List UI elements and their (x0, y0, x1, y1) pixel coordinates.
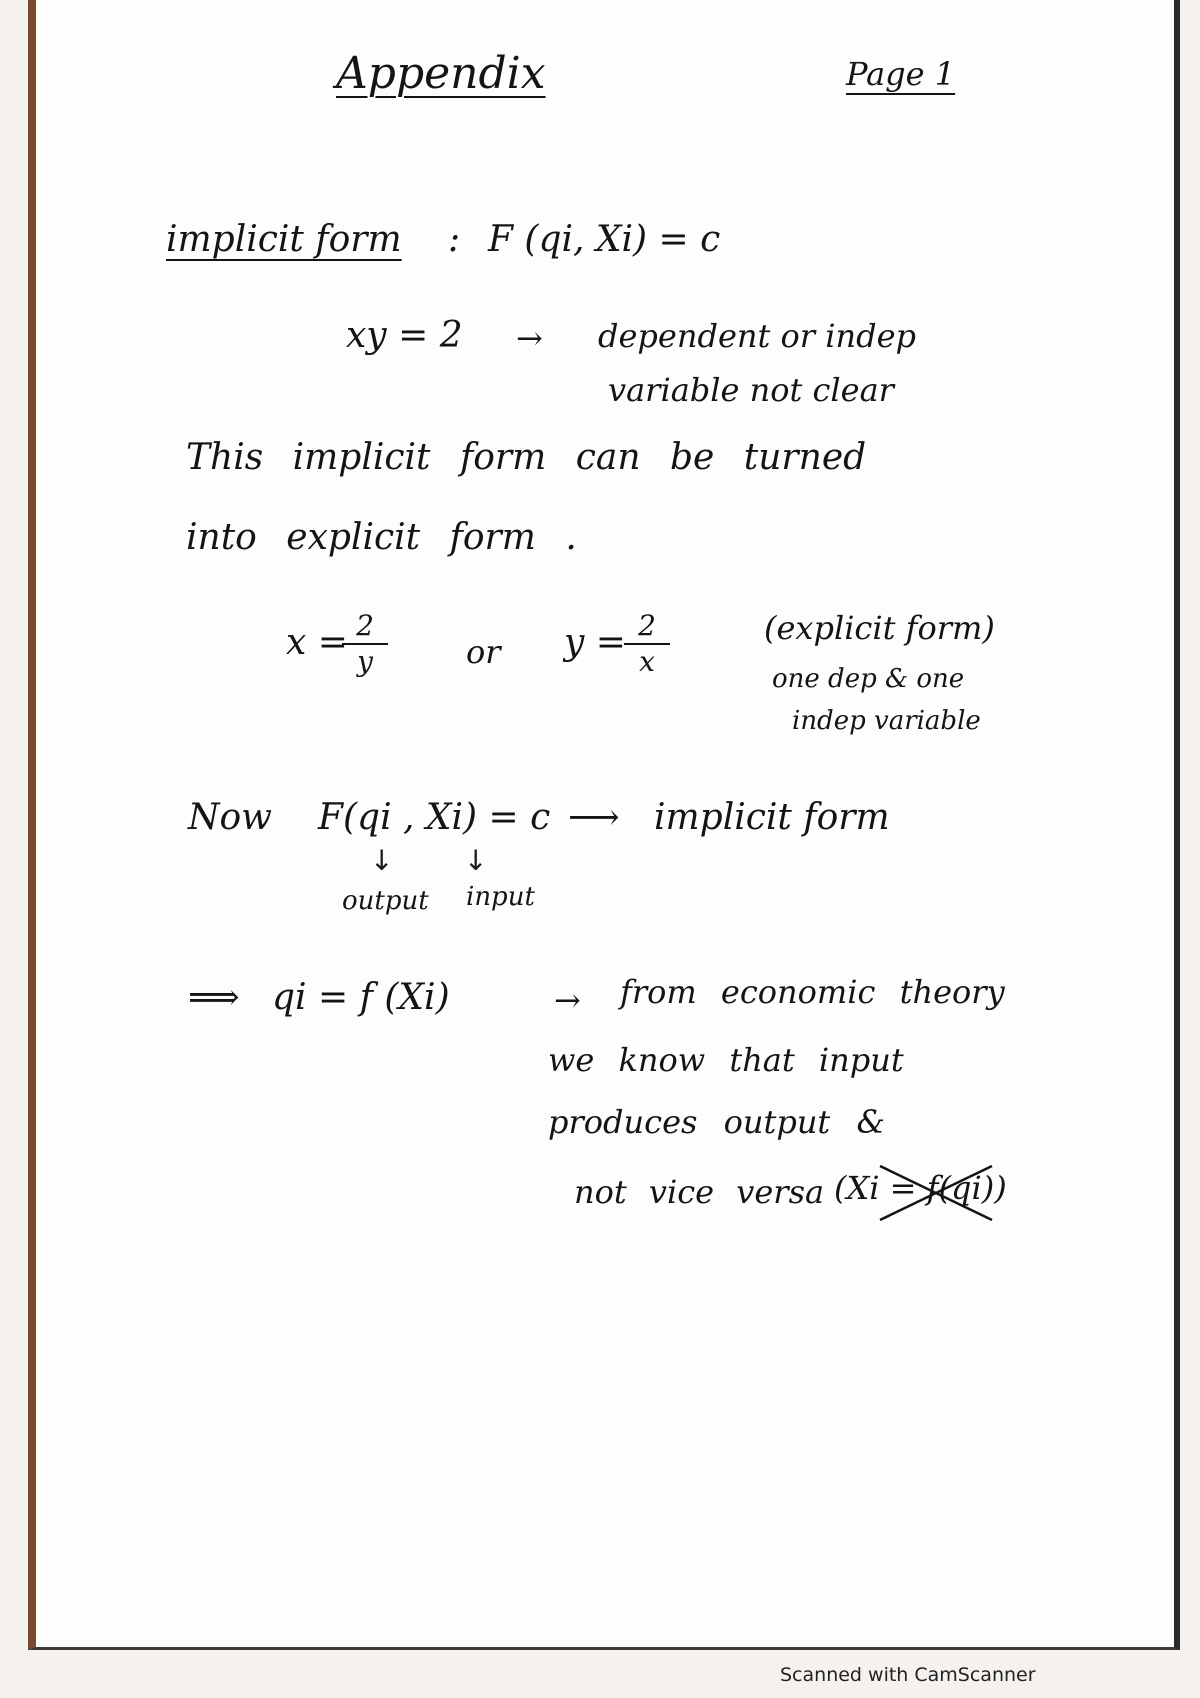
explicit-note-line-3: indep variable (792, 706, 981, 736)
y-equation-fraction (624, 609, 670, 678)
page-number-label: Page 1 (846, 55, 956, 93)
crossed-out-equation: (Xi = f(qi)) (834, 1169, 1007, 1207)
output-label: output (342, 886, 429, 916)
theory-line-2: we know that input (548, 1041, 904, 1079)
now-equation: F(qi , Xi) = c (318, 797, 551, 838)
dependent-note-line-2: variable not clear (608, 371, 894, 409)
long-arrow-right: ⟶ (568, 797, 620, 838)
colon: : (448, 219, 461, 260)
y-fraction-numerator: 2 (638, 609, 656, 642)
paper-sheet (28, 0, 1180, 1650)
arrow-right: → (554, 981, 581, 1019)
theory-line-3: produces output & (548, 1103, 885, 1141)
or-word: or (466, 633, 501, 671)
x-fraction-denominator: y (357, 645, 373, 678)
x-fraction-numerator: 2 (356, 609, 374, 642)
y-equation-lhs: y = (564, 622, 626, 663)
y-fraction-denominator: x (639, 645, 655, 678)
implicit-equation: F (qi, Xi) = c (488, 219, 721, 260)
explicit-note-line-1: (explicit form) (764, 609, 995, 647)
theory-line-1: from economic theory (620, 973, 1005, 1011)
down-arrow-icon: ↓ (370, 844, 394, 877)
strikeout-mark (872, 1158, 1002, 1228)
down-arrow-icon: ↓ (464, 844, 488, 877)
xy-equation: xy = 2 (346, 315, 463, 356)
explicit-note-line-2: one dep & one (772, 664, 965, 694)
now-note: implicit form (654, 797, 890, 838)
scanner-watermark: Scanned with CamScanner (780, 1664, 1036, 1686)
dependent-note-line-1: dependent or indep (598, 317, 916, 355)
q-equation: qi = f (Xi) (272, 977, 450, 1018)
arrow-right: → (516, 319, 543, 357)
page-title: Appendix (336, 48, 546, 99)
x-equation-fraction (342, 609, 388, 678)
sentence-line-1: This implicit form can be turned (186, 437, 867, 478)
x-equation-lhs: x = (286, 622, 348, 663)
input-label: input (466, 882, 535, 912)
now-word: Now (188, 797, 272, 838)
sentence-line-2: into explicit form . (186, 517, 577, 558)
theory-line-4: not vice versa (574, 1173, 825, 1211)
implies-arrow: ⟹ (188, 977, 240, 1018)
implicit-form-label: implicit form (166, 219, 402, 260)
